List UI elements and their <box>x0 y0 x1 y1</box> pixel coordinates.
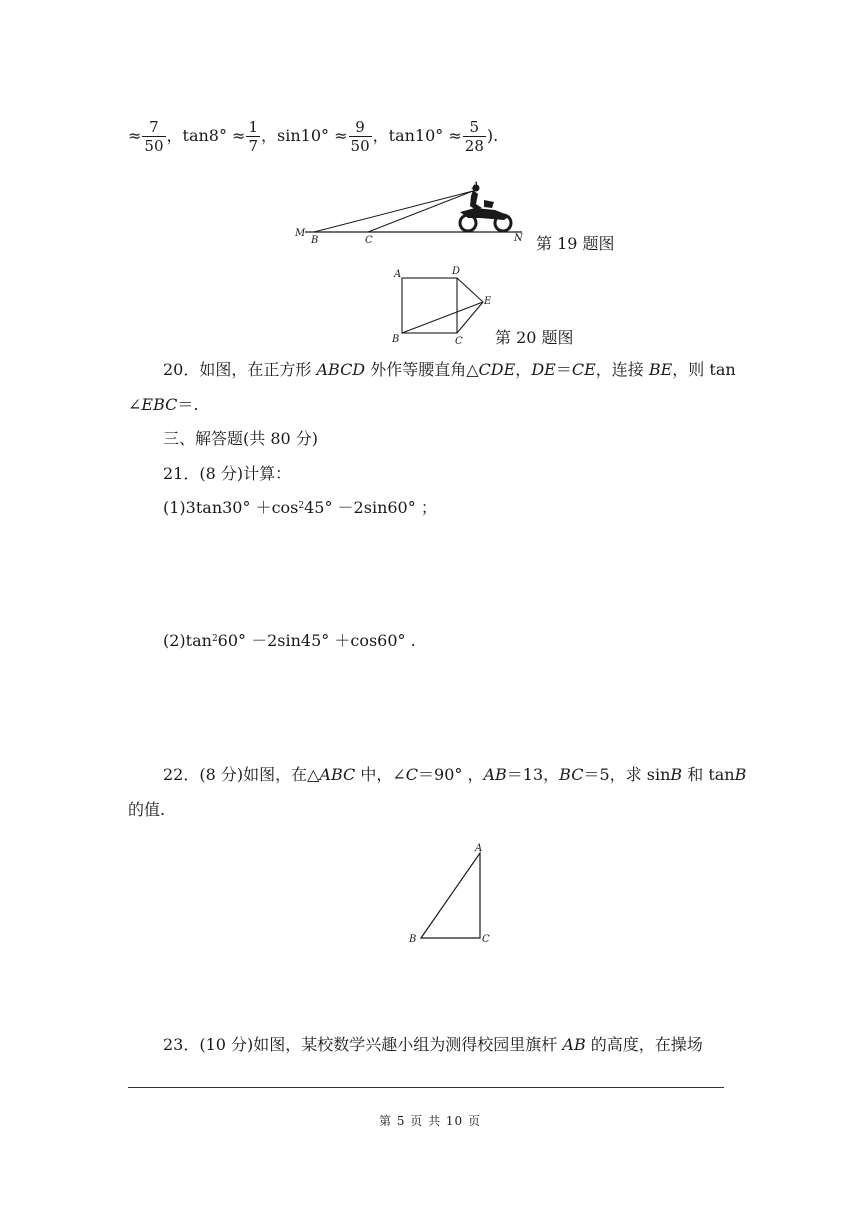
q22-bc: BC <box>559 765 584 784</box>
point-label-m: M <box>295 228 306 239</box>
point-label-c: C <box>455 336 463 347</box>
q20-cde: CDE <box>478 360 516 379</box>
q21-part2-text: 60° －2sin45° ＋cos60° . <box>217 631 416 650</box>
q21-part1-text: 45° －2sin60° ； <box>304 498 437 517</box>
fraction-7-50 <box>142 118 165 155</box>
q22-b: B <box>734 765 747 784</box>
q22-text: 中，∠ <box>355 765 406 784</box>
figure-20-diagram <box>388 262 500 348</box>
angle-symbol: ∠ <box>128 395 142 414</box>
q20-abcd: ABCD <box>316 360 366 379</box>
q20-text: ，连接 <box>595 360 649 379</box>
point-label-b: B <box>409 934 417 945</box>
triangle-cde <box>457 278 483 333</box>
question-21-part-2 <box>163 631 416 651</box>
figure-20-caption: 第 20 题图 <box>495 328 574 347</box>
tan8-label: tan8° <box>182 126 227 145</box>
q20-text: ，则 tan <box>672 360 736 379</box>
q20-text: ＝ <box>555 360 572 379</box>
question-21-title: 21．(8 分)计算： <box>163 464 292 483</box>
square-abcd <box>402 278 457 333</box>
q20-ebc: EBC <box>141 395 178 414</box>
approx-values-line: ≈ $\frac{7}{50}$ ，tan8° ≈ $\frac{1}{7}$ ，sin10° ≈ $\frac{9}{50}$ ，tan10° ≈ $\frac{5}{28}$ ). <box>128 118 499 155</box>
q22-c: C <box>405 765 419 784</box>
figure-22-triangle <box>404 840 494 950</box>
q22-text: ＝13， <box>506 765 560 784</box>
q22-text: ＝5，求 sin <box>583 765 671 784</box>
point-label-n: N <box>514 233 523 244</box>
fraction-numerator: 7 <box>142 118 165 137</box>
q20-be: BE <box>648 360 673 379</box>
point-label-a: A <box>472 181 480 192</box>
q22-text: 22．(8 分)如图，在△ <box>163 765 320 784</box>
point-label-e: E <box>484 296 492 307</box>
exponent: 2 <box>298 501 305 511</box>
sin10-label: sin10° <box>277 126 330 145</box>
point-label-b: B <box>392 334 400 345</box>
sight-line-ab <box>314 191 473 232</box>
fraction-numerator: 9 <box>349 118 372 137</box>
segment-be <box>402 302 483 333</box>
fraction-9-50 <box>349 118 372 155</box>
footer-divider <box>128 1087 724 1088</box>
point-label-b: B <box>311 235 319 246</box>
point-label-a: A <box>394 269 402 280</box>
q20-ce: CE <box>571 360 596 379</box>
q22-ab: AB <box>483 765 507 784</box>
fraction-denominator: 7 <box>248 137 259 155</box>
question-20-line-1 <box>163 360 736 380</box>
q22-text: ＝90° ， <box>418 765 484 784</box>
fraction-5-28 <box>463 118 486 155</box>
q20-text: 20．如图，在正方形 <box>163 360 317 379</box>
question-22-line-1 <box>163 765 746 785</box>
exponent: 2 <box>211 634 218 644</box>
triangle-abc <box>421 853 480 938</box>
q20-de: DE <box>531 360 556 379</box>
fraction-numerator: 5 <box>463 118 486 137</box>
q21-part1-text: (1)3tan30° ＋cos <box>163 498 299 517</box>
approx-symbol: ≈ <box>128 126 142 145</box>
q21-part2-text: (2)tan <box>163 631 212 650</box>
q22-text: 和 tan <box>682 765 735 784</box>
q22-b: B <box>670 765 683 784</box>
question-20-line-2 <box>128 395 198 415</box>
fraction-1-7 <box>246 118 260 155</box>
motorcycle-rider-icon <box>460 185 511 232</box>
point-label-c: C <box>482 934 490 945</box>
q20-text: ＝. <box>177 395 199 414</box>
fraction-numerator: 1 <box>248 118 259 136</box>
question-21-part-1 <box>163 498 437 518</box>
figure-19-caption: 第 19 题图 <box>536 234 615 253</box>
q23-text: 23．(10 分)如图，某校数学兴趣小组为测得校园里旗杆 <box>163 1035 563 1054</box>
fraction-denominator: 28 <box>464 137 484 155</box>
sight-line-ac <box>368 191 473 232</box>
point-label-d: D <box>452 266 461 277</box>
fraction-denominator: 50 <box>144 137 164 155</box>
section-3-heading: 三、解答题(共 80 分) <box>163 429 319 448</box>
page-number: 第 5 页 共 10 页 <box>379 1114 481 1128</box>
q23-ab: AB <box>562 1035 586 1054</box>
tan10-label: tan10° <box>388 126 444 145</box>
q23-text: 的高度，在操场 <box>585 1035 703 1054</box>
q20-text: 外作等腰直角△ <box>365 360 479 379</box>
question-23-line-1 <box>163 1035 703 1055</box>
figure-19-diagram <box>290 178 540 246</box>
point-label-c: C <box>365 235 373 246</box>
question-22-line-2: 的值. <box>128 800 166 819</box>
point-label-a: A <box>475 843 483 854</box>
q20-text: ， <box>515 360 532 379</box>
q22-abc: ABC <box>319 765 356 784</box>
fraction-denominator: 50 <box>350 137 370 155</box>
